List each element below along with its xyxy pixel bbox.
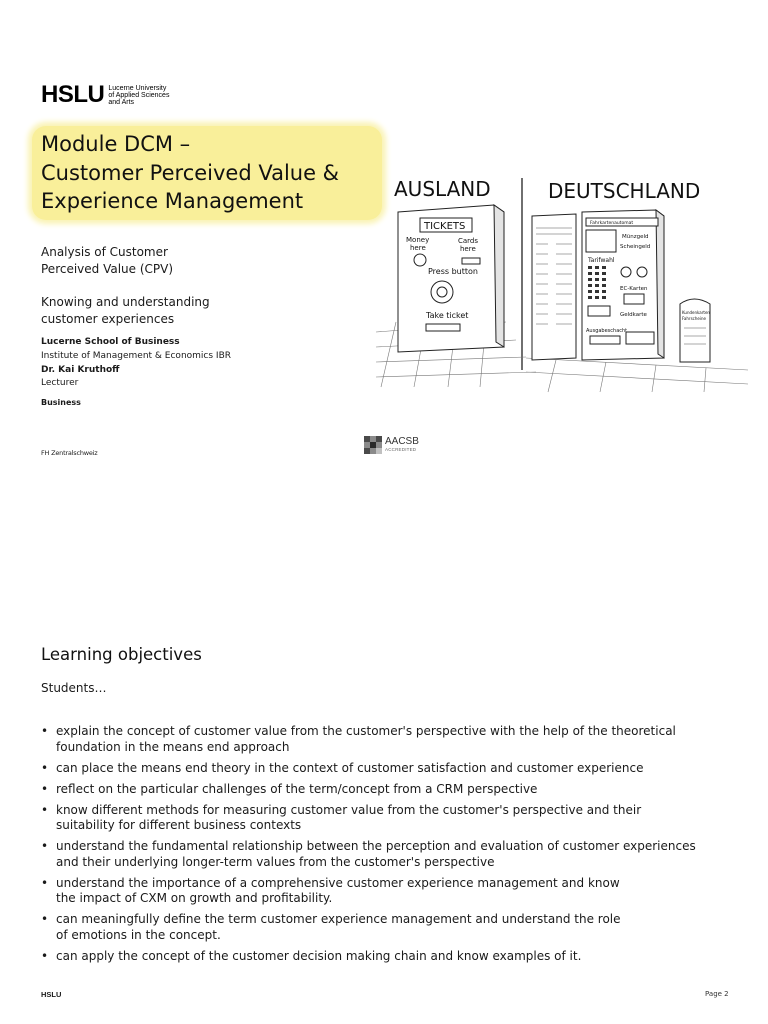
aacsb-tag: ACCREDITED (385, 447, 417, 452)
bin-label-line2: Fahrscheine (682, 316, 706, 321)
list-item: • reflect on the particular challenges of the term/concept from a CRM perspective (41, 781, 538, 796)
right-ticket-machine (532, 210, 710, 362)
learning-objectives-title: Learning objectives (41, 645, 202, 664)
list-item: • know different methods for measuring customer value from the customer's perspective and their suitability for different business contexts (41, 802, 642, 832)
geldkarte-label: Geldkarte (620, 312, 647, 318)
bullet-icon: • (41, 912, 49, 926)
list-item: • can place the means end theory in the context of customer satisfaction and customer experience (41, 760, 644, 775)
school-name: Lucerne School of Business (41, 337, 180, 347)
footer-hslu-logo: HSLU (41, 990, 62, 999)
take-ticket-label: Take ticket (426, 311, 469, 320)
list-item: • can meaningfully define the term customer experience management and understand the role of emotions in the concept. (41, 912, 621, 942)
slide-title: Module DCM – Customer Perceived Value & Experience Management (41, 132, 340, 213)
tarifwahl-label: Tarifwahl (588, 257, 615, 264)
muenzgeld-label: Münzgeld (622, 234, 649, 240)
left-ticket-machine (398, 205, 504, 352)
page-number: Page 2 (705, 990, 729, 998)
bin-label-line1: Kundenkarten (682, 310, 710, 315)
subtitle-experiences: Knowing and understanding customer experiences (41, 295, 210, 326)
objectives-list (41, 724, 741, 970)
aacsb-mark-icon (364, 436, 382, 454)
bullet-icon: • (41, 948, 49, 963)
sketch-heading-ausland: AUSLAND (394, 177, 491, 201)
bullet-icon: • (41, 802, 49, 817)
students-intro: Students… (41, 681, 107, 695)
bullet-icon: • (41, 781, 49, 796)
bullet-icon: • (41, 875, 49, 890)
list-item: • can apply the concept of the customer decision making chain and know examples of it. (41, 948, 582, 963)
press-button-label: Press button (428, 267, 478, 276)
fahrkarten-header: Fahrkartenautomat (590, 221, 634, 226)
network-label: FH Zentralschweiz (41, 449, 98, 457)
bullet-icon: • (41, 839, 49, 853)
ec-karten-label: EC-Karten (620, 286, 648, 292)
institute-name: Institute of Management & Economics IBR (41, 351, 231, 361)
sketch-heading-deutschland: DEUTSCHLAND (548, 179, 701, 203)
presenter-role: Lecturer (41, 378, 79, 388)
scheingeld-label: Scheingeld (620, 244, 651, 250)
list-item: • understand the importance of a comprehensive customer experience management and know the impact of CXM on growth and profitability. (41, 875, 620, 905)
logo-subtitle: Lucerne University of Applied Sciences and Arts (108, 85, 170, 106)
cards-label-line2: here (460, 245, 476, 253)
ticket-machine-sketch (376, 172, 748, 394)
department-label: Business (41, 398, 81, 407)
money-label-line1: Money (406, 236, 430, 244)
logo-wordmark: HSLU (41, 81, 105, 108)
presenter-name: Dr. Kai Kruthoff (41, 365, 120, 375)
bullet-icon: • (41, 724, 49, 738)
subtitle-cpv: Analysis of Customer Perceived Value (CPV) (41, 245, 174, 276)
cards-label-line1: Cards (458, 237, 479, 245)
aacsb-name: AACSB (385, 436, 419, 447)
hslu-logo (41, 81, 170, 108)
list-item: • understand the fundamental relationship between the perception and evaluation of customer experiences and their underlying longer-term values from the customer's perspective (41, 839, 696, 869)
list-item: • explain the concept of customer value from the customer's perspective with the help of the theoretical foundation in the means end approach (41, 724, 676, 754)
bullet-icon: • (41, 760, 49, 775)
tickets-sign: TICKETS (424, 221, 466, 232)
money-label-line2: here (410, 244, 426, 252)
aacsb-logo (364, 436, 419, 454)
ausgabe-label: Ausgabeschacht (586, 328, 628, 334)
